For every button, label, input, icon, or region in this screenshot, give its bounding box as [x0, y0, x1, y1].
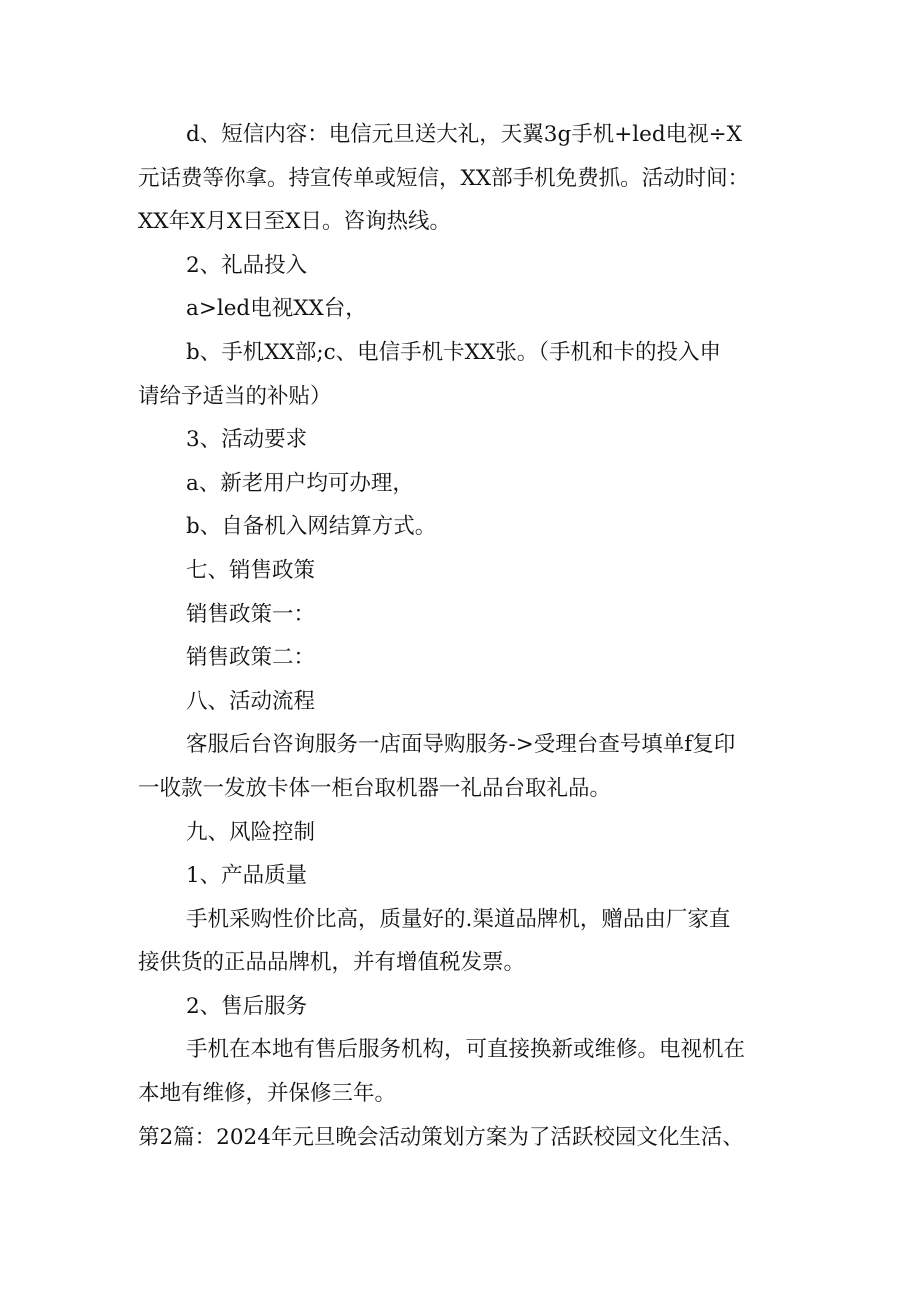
- document-line: 手机在本地有售后服务机构，可直接换新或维修。电视机在: [186, 1037, 746, 1063]
- document-body: [138, 113, 788, 1159]
- document-line: a>led电视XX台，: [186, 296, 367, 322]
- document-line: b、手机XX部;c、电信手机卡XX张。（手机和卡的投入申: [186, 339, 722, 365]
- document-line: 2、售后服务: [186, 993, 308, 1019]
- document-line: 3、活动要求: [186, 427, 308, 453]
- document-line: 第2篇：2024年元旦晚会活动策划方案为了活跃校园文化生活、: [138, 1124, 744, 1150]
- document-line: 一收款一发放卡体一柜台取机器一礼品台取礼品。: [138, 775, 612, 801]
- document-line: 手机采购性价比高，质量好的.渠道品牌机，赠品由厂家直: [186, 906, 731, 932]
- document-line: 元话费等你拿。持宣传单或短信，XX部手机免费抓。活动时间：: [138, 165, 750, 191]
- document-line: 客服后台咨询服务一店面导购服务->受理台查号填单f复印: [186, 732, 736, 758]
- document-line: 1、产品质量: [186, 863, 308, 889]
- document-line: b、自备机入网结算方式。: [186, 514, 437, 540]
- document-line: 2、礼品投入: [186, 252, 308, 278]
- document-line: 本地有维修，并保修三年。: [138, 1081, 397, 1107]
- document-line: XX年X月X日至X日。咨询热线。: [138, 209, 452, 235]
- document-line: a、新老用户均可办理，: [186, 470, 414, 496]
- document-line: 八、活动流程: [186, 688, 316, 714]
- document-line: 销售政策二：: [186, 645, 316, 671]
- document-line: 接供货的正品品牌机，并有增值税发票。: [138, 950, 526, 976]
- document-line: d、短信内容：电信元旦送大礼，天翼3g手机+led电视÷X: [186, 122, 742, 147]
- document-line: 七、销售政策: [186, 557, 316, 583]
- document-line: 销售政策一：: [186, 601, 316, 627]
- document-line: 请给予适当的补贴）: [138, 383, 332, 409]
- document-line: 九、风险控制: [186, 819, 316, 845]
